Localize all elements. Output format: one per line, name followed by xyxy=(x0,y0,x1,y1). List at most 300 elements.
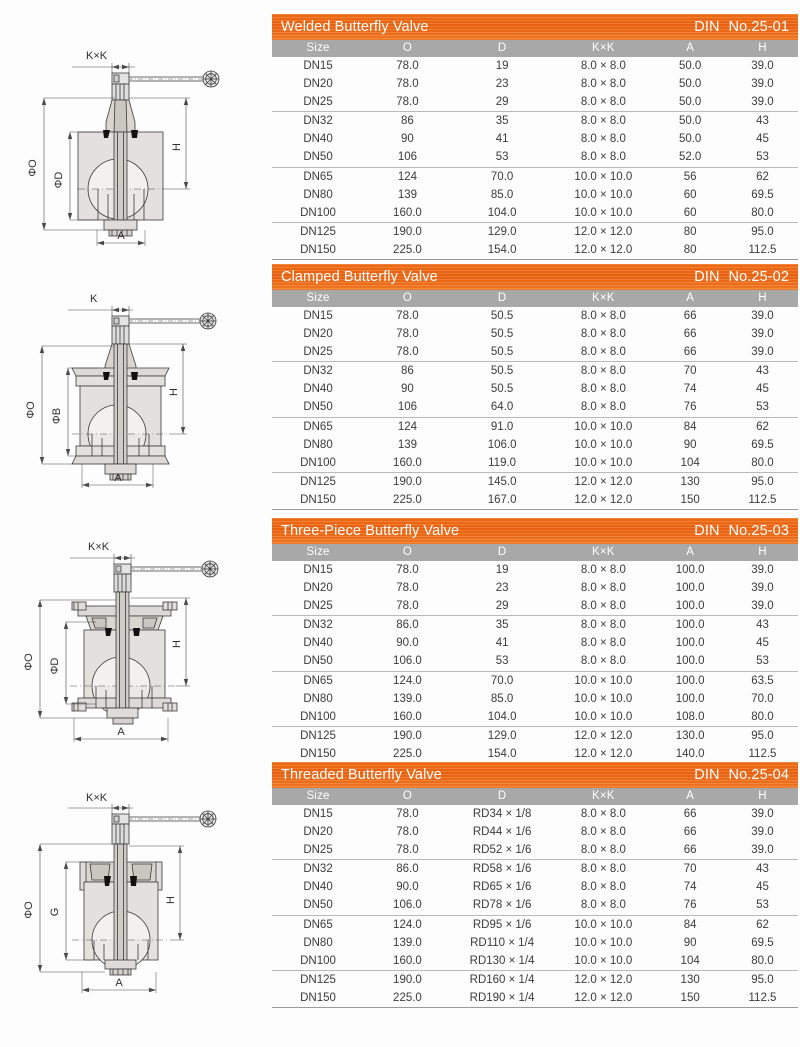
cell-o: 106.0 xyxy=(364,896,451,915)
cell-size: DN150 xyxy=(272,745,364,764)
cell-d: 29 xyxy=(451,597,554,616)
cell-a: 52.0 xyxy=(653,148,727,167)
valve-diagram-threaded xyxy=(0,792,270,1015)
col-header-size: Size xyxy=(272,788,364,805)
cell-kk: 8.0 × 8.0 xyxy=(580,365,626,378)
cell-o: 225.0 xyxy=(364,989,451,1008)
cell-h: 45 xyxy=(756,881,769,894)
cell-size: DN25 xyxy=(272,841,364,860)
cell-o: 190.0 xyxy=(393,475,422,488)
cell-a: 60 xyxy=(683,188,697,201)
cell-d: 106.0 xyxy=(487,438,517,451)
cell-a: 100.0 xyxy=(653,597,727,616)
col-header-a: A xyxy=(653,290,727,307)
cell-d: RD95 × 1/6 xyxy=(472,918,532,931)
cell-a: 100.0 xyxy=(675,692,705,705)
cell-kk: 8.0 × 8.0 xyxy=(580,115,626,128)
cell-o: 190.0 xyxy=(393,729,422,742)
cell-h: 39.0 xyxy=(751,564,774,576)
cell-size: DN125 xyxy=(300,729,336,742)
cell-a: 56 xyxy=(683,170,697,183)
cell-a: 70 xyxy=(683,863,697,876)
standard-label: DIN xyxy=(694,767,720,783)
table-row xyxy=(272,241,798,260)
cell-size: DN150 xyxy=(272,491,364,510)
cell-d: 35 xyxy=(495,115,509,128)
cell-a: 100.0 xyxy=(675,582,705,595)
cell-o: 225.0 xyxy=(364,745,451,764)
cell-h: 43 xyxy=(756,115,769,128)
code-label: No.25-04 xyxy=(728,767,789,783)
table-row xyxy=(272,745,798,764)
cell-kk: 12.0 × 12.0 xyxy=(553,491,653,510)
dimension-label-inner: G xyxy=(49,907,61,917)
cell-a: 66 xyxy=(653,841,727,860)
cell-kk: 10.0 × 10.0 xyxy=(553,204,653,223)
cell-kk: 8.0 × 8.0 xyxy=(553,652,653,671)
cell-a: 100.0 xyxy=(675,674,705,687)
cell-h: 39.0 xyxy=(751,60,774,72)
cell-size: DN15 xyxy=(303,310,333,322)
cell-a: 60 xyxy=(653,204,727,223)
cell-h: 80.0 xyxy=(727,708,798,727)
cell-size: DN50 xyxy=(272,652,364,671)
col-header-d: D xyxy=(451,544,554,561)
table-row xyxy=(272,634,798,652)
table-row xyxy=(272,398,798,417)
cell-d: RD34 × 1/8 xyxy=(472,808,532,820)
col-header-size: Size xyxy=(272,40,364,57)
table-row xyxy=(272,841,798,860)
col-header-d: D xyxy=(451,290,554,307)
col-header-h: H xyxy=(727,544,798,561)
cell-h: 53 xyxy=(727,896,798,915)
table-banner xyxy=(272,762,798,788)
cell-o: 160.0 xyxy=(364,708,451,727)
col-header-o: O xyxy=(364,788,451,805)
table-row xyxy=(272,616,798,635)
cell-kk: 10.0 × 10.0 xyxy=(574,188,633,201)
cell-d: 104.0 xyxy=(451,204,554,223)
cell-a: 100.0 xyxy=(675,619,705,632)
spec-table-welded xyxy=(272,14,798,260)
dimension-label-width: A xyxy=(117,230,125,242)
col-header-d: D xyxy=(451,40,554,57)
cell-kk: 8.0 × 8.0 xyxy=(580,328,626,341)
cell-a: 66 xyxy=(683,826,697,839)
cell-size: DN40 xyxy=(303,637,333,650)
cell-size: DN65 xyxy=(303,918,333,931)
table-row xyxy=(272,690,798,708)
cell-h: 43 xyxy=(756,365,769,378)
table-row xyxy=(272,652,798,671)
table-row xyxy=(272,380,798,398)
cell-a: 104 xyxy=(653,454,727,473)
table-row xyxy=(272,75,798,93)
cell-kk: 8.0 × 8.0 xyxy=(553,841,653,860)
cell-kk: 12.0 × 12.0 xyxy=(574,729,633,742)
table-header-row xyxy=(272,40,798,57)
cell-size: DN65 xyxy=(303,674,333,687)
drawing-threaded-butterfly-valve xyxy=(0,792,270,1015)
cell-size: DN150 xyxy=(272,241,364,260)
cell-size: DN25 xyxy=(272,93,364,112)
cell-h: 95.0 xyxy=(751,729,774,742)
table-title: Three-Piece Butterfly Valve xyxy=(281,523,460,539)
cell-a: 84 xyxy=(683,918,697,931)
cell-kk: 8.0 × 8.0 xyxy=(580,60,626,72)
cell-kk: 10.0 × 10.0 xyxy=(553,708,653,727)
cell-a: 90 xyxy=(683,438,697,451)
cell-o: 78.0 xyxy=(364,597,451,616)
cell-d: 50.5 xyxy=(490,310,514,322)
cell-h: 80.0 xyxy=(727,454,798,473)
cell-h: 53 xyxy=(727,652,798,671)
spec-table xyxy=(272,40,798,260)
cell-h: 112.5 xyxy=(727,989,798,1008)
cell-o: 78.0 xyxy=(396,582,419,595)
cell-a: 80 xyxy=(683,225,697,238)
cell-o: 225.0 xyxy=(364,491,451,510)
cell-size: DN80 xyxy=(303,936,333,949)
cell-h: 112.5 xyxy=(727,241,798,260)
cell-d: 50.5 xyxy=(490,328,514,341)
cell-a: 74 xyxy=(683,383,697,396)
dimension-label-height: H xyxy=(168,388,180,396)
table-row xyxy=(272,860,798,879)
cell-h: 39.0 xyxy=(751,310,774,322)
cell-h: 39.0 xyxy=(751,328,774,341)
table-row xyxy=(272,307,798,325)
cell-d: 64.0 xyxy=(451,398,554,417)
table-row xyxy=(272,112,798,131)
table-banner xyxy=(272,518,798,544)
cell-d: 85.0 xyxy=(490,188,514,201)
dimension-label-kk: K×K xyxy=(86,50,108,62)
cell-kk: 8.0 × 8.0 xyxy=(580,881,626,894)
cell-a: 150 xyxy=(653,989,727,1008)
cell-h: 69.5 xyxy=(751,438,774,451)
cell-size: DN50 xyxy=(272,398,364,417)
cell-d: 53 xyxy=(451,148,554,167)
col-header-d: D xyxy=(451,788,554,805)
dimension-label-outer: ΦO xyxy=(25,401,37,419)
cell-o: 90 xyxy=(401,383,414,396)
cell-size: DN100 xyxy=(272,204,364,223)
dimension-label-height: H xyxy=(171,640,183,648)
cell-a: 76 xyxy=(653,398,727,417)
cell-kk: 10.0 × 10.0 xyxy=(574,674,633,687)
cell-a: 130 xyxy=(680,475,700,488)
table-row xyxy=(272,222,798,241)
cell-a: 130 xyxy=(680,973,700,986)
cell-size: DN15 xyxy=(303,808,333,820)
cell-size: DN25 xyxy=(272,597,364,616)
dimension-label-width: A xyxy=(115,977,123,989)
cell-h: 45 xyxy=(756,383,769,396)
cell-h: 112.5 xyxy=(727,491,798,510)
cell-size: DN32 xyxy=(303,365,333,378)
table-row xyxy=(272,896,798,915)
cell-kk: 8.0 × 8.0 xyxy=(580,826,626,839)
cell-size: DN100 xyxy=(272,454,364,473)
drawing-clamped-butterfly-valve xyxy=(0,288,270,503)
drawing-three-piece-butterfly-valve xyxy=(0,540,270,758)
cell-kk: 12.0 × 12.0 xyxy=(574,475,633,488)
cell-h: 39.0 xyxy=(727,841,798,860)
dimension-label-outer: ΦO xyxy=(27,159,39,177)
table-standard-code xyxy=(694,19,789,35)
cell-d: 50.5 xyxy=(451,343,554,362)
cell-size: DN125 xyxy=(300,475,336,488)
cell-o: 90.0 xyxy=(396,637,419,650)
code-label: No.25-03 xyxy=(728,523,789,539)
cell-h: 80.0 xyxy=(727,204,798,223)
table-row xyxy=(272,57,798,75)
table-row xyxy=(272,597,798,616)
table-title: Threaded Butterfly Valve xyxy=(281,767,442,783)
cell-h: 112.5 xyxy=(727,745,798,764)
table-standard-code xyxy=(694,523,789,539)
cell-d: 154.0 xyxy=(451,745,554,764)
cell-kk: 8.0 × 8.0 xyxy=(580,310,626,322)
table-banner xyxy=(272,14,798,40)
cell-a: 50.0 xyxy=(678,133,702,146)
dimension-label-inner: ΦB xyxy=(51,407,63,425)
cell-o: 106 xyxy=(364,148,451,167)
standard-label: DIN xyxy=(694,523,720,539)
cell-a: 104 xyxy=(653,952,727,971)
cell-kk: 8.0 × 8.0 xyxy=(580,383,626,396)
table-row xyxy=(272,491,798,510)
table-row xyxy=(272,805,798,823)
cell-o: 190.0 xyxy=(393,225,422,238)
cell-d: 167.0 xyxy=(451,491,554,510)
cell-o: 139.0 xyxy=(393,936,422,949)
cell-kk: 10.0 × 10.0 xyxy=(574,918,633,931)
cell-size: DN80 xyxy=(303,188,333,201)
col-header-kk: K×K xyxy=(553,788,653,805)
table-standard-code xyxy=(694,269,789,285)
cell-d: 23 xyxy=(495,582,509,595)
cell-size: DN15 xyxy=(303,60,333,72)
cell-size: DN20 xyxy=(303,582,333,595)
cell-size: DN150 xyxy=(272,989,364,1008)
tables-column xyxy=(270,0,800,1047)
dimension-label-inner: ΦD xyxy=(53,171,65,189)
cell-size: DN25 xyxy=(272,343,364,362)
cell-o: 90.0 xyxy=(396,881,419,894)
cell-size: DN80 xyxy=(303,692,333,705)
table-row xyxy=(272,454,798,473)
cell-o: 124 xyxy=(397,170,418,183)
cell-o: 106 xyxy=(364,398,451,417)
cell-h: 53 xyxy=(727,148,798,167)
spec-table xyxy=(272,544,798,764)
cell-o: 86 xyxy=(401,365,414,378)
col-header-o: O xyxy=(364,544,451,561)
cell-d: 19 xyxy=(495,60,509,72)
cell-o: 78.0 xyxy=(396,310,419,322)
cell-d: 119.0 xyxy=(451,454,554,473)
cell-a: 108.0 xyxy=(653,708,727,727)
cell-a: 100.0 xyxy=(653,652,727,671)
cell-a: 90 xyxy=(683,936,697,949)
cell-o: 78.0 xyxy=(396,60,419,72)
valve-diagram-clamped xyxy=(0,288,270,503)
table-row xyxy=(272,472,798,491)
cell-o: 225.0 xyxy=(364,241,451,260)
spec-table xyxy=(272,788,798,1008)
cell-h: 39.0 xyxy=(751,582,774,595)
cell-a: 76 xyxy=(653,896,727,915)
table-title: Welded Butterfly Valve xyxy=(281,19,429,35)
cell-o: 78.0 xyxy=(396,564,419,576)
col-header-a: A xyxy=(653,40,727,57)
cell-kk: 10.0 × 10.0 xyxy=(574,438,633,451)
table-row xyxy=(272,93,798,112)
dimension-label-k: K xyxy=(90,293,98,305)
cell-h: 53 xyxy=(727,398,798,417)
cell-a: 130.0 xyxy=(675,729,705,742)
cell-size: DN100 xyxy=(272,952,364,971)
dimension-label-inner: ΦD xyxy=(49,657,61,675)
cell-kk: 10.0 × 10.0 xyxy=(553,454,653,473)
table-row xyxy=(272,325,798,343)
cell-o: 78.0 xyxy=(364,841,451,860)
col-header-kk: K×K xyxy=(553,290,653,307)
dimension-label-outer: ΦO xyxy=(23,653,35,671)
table-row xyxy=(272,878,798,896)
cell-h: 69.5 xyxy=(751,188,774,201)
cell-d: RD110 × 1/4 xyxy=(470,936,535,949)
cell-d: 129.0 xyxy=(487,225,517,238)
cell-a: 50.0 xyxy=(678,78,702,91)
col-header-kk: K×K xyxy=(553,544,653,561)
drawings-column xyxy=(0,0,270,1047)
cell-a: 70 xyxy=(683,365,697,378)
table-standard-code xyxy=(694,767,789,783)
cell-d: 50.5 xyxy=(490,365,514,378)
cell-size: DN20 xyxy=(303,328,333,341)
cell-a: 66 xyxy=(653,343,727,362)
cell-d: 85.0 xyxy=(490,692,514,705)
cell-a: 100.0 xyxy=(675,564,705,576)
cell-kk: 12.0 × 12.0 xyxy=(553,241,653,260)
cell-o: 86.0 xyxy=(396,863,419,876)
cell-o: 106.0 xyxy=(364,652,451,671)
cell-kk: 8.0 × 8.0 xyxy=(553,93,653,112)
cell-kk: 10.0 × 10.0 xyxy=(574,692,633,705)
cell-h: 62 xyxy=(756,420,769,433)
cell-h: 43 xyxy=(756,619,769,632)
cell-kk: 8.0 × 8.0 xyxy=(553,343,653,362)
cell-h: 39.0 xyxy=(751,78,774,91)
cell-o: 160.0 xyxy=(364,952,451,971)
cell-kk: 12.0 × 12.0 xyxy=(553,989,653,1008)
cell-o: 190.0 xyxy=(393,973,422,986)
cell-d: 41 xyxy=(495,133,509,146)
cell-o: 160.0 xyxy=(364,454,451,473)
table-row xyxy=(272,204,798,223)
table-row xyxy=(272,726,798,745)
cell-d: 104.0 xyxy=(451,708,554,727)
spec-table-threaded xyxy=(272,762,798,1008)
cell-size: DN32 xyxy=(303,115,333,128)
table-row xyxy=(272,970,798,989)
cell-a: 50.0 xyxy=(678,115,702,128)
cell-o: 139 xyxy=(397,188,418,201)
cell-h: 39.0 xyxy=(751,808,774,820)
cell-a: 50.0 xyxy=(678,60,702,72)
col-header-h: H xyxy=(727,290,798,307)
table-row xyxy=(272,343,798,362)
col-header-size: Size xyxy=(272,544,364,561)
standard-label: DIN xyxy=(694,19,720,35)
cell-h: 70.0 xyxy=(751,692,774,705)
cell-size: DN50 xyxy=(272,896,364,915)
cell-a: 84 xyxy=(683,420,697,433)
cell-h: 45 xyxy=(756,637,769,650)
table-row xyxy=(272,167,798,186)
cell-o: 78.0 xyxy=(396,328,419,341)
cell-d: 70.0 xyxy=(490,674,514,687)
cell-kk: 8.0 × 8.0 xyxy=(580,863,626,876)
cell-o: 78.0 xyxy=(396,78,419,91)
cell-size: DN40 xyxy=(303,881,333,894)
col-header-size: Size xyxy=(272,290,364,307)
table-row xyxy=(272,934,798,952)
dimension-label-kk: K×K xyxy=(88,541,110,553)
cell-size: DN20 xyxy=(303,78,333,91)
table-row xyxy=(272,561,798,579)
valve-diagram-three-piece xyxy=(0,540,270,758)
cell-o: 124.0 xyxy=(393,918,422,931)
cell-kk: 8.0 × 8.0 xyxy=(580,78,626,91)
cell-size: DN15 xyxy=(303,564,333,576)
cell-a: 66 xyxy=(683,328,697,341)
cell-o: 139.0 xyxy=(393,692,422,705)
cell-size: DN40 xyxy=(303,133,333,146)
table-row xyxy=(272,579,798,597)
col-header-h: H xyxy=(727,788,798,805)
cell-kk: 8.0 × 8.0 xyxy=(553,148,653,167)
cell-o: 124 xyxy=(397,420,418,433)
cell-d: 129.0 xyxy=(487,729,517,742)
table-row xyxy=(272,989,798,1008)
cell-d: RD78 × 1/6 xyxy=(451,896,554,915)
cell-h: 39.0 xyxy=(727,93,798,112)
cell-kk: 10.0 × 10.0 xyxy=(553,952,653,971)
table-row xyxy=(272,148,798,167)
table-row xyxy=(272,952,798,971)
cell-size: DN50 xyxy=(272,148,364,167)
cell-kk: 8.0 × 8.0 xyxy=(580,637,626,650)
cell-h: 39.0 xyxy=(751,826,774,839)
cell-h: 95.0 xyxy=(751,225,774,238)
col-header-o: O xyxy=(364,290,451,307)
table-header-row xyxy=(272,290,798,307)
cell-o: 78.0 xyxy=(364,93,451,112)
cell-d: RD190 × 1/4 xyxy=(451,989,554,1008)
cell-a: 100.0 xyxy=(675,637,705,650)
cell-o: 78.0 xyxy=(396,808,419,820)
cell-h: 69.5 xyxy=(751,936,774,949)
table-row xyxy=(272,436,798,454)
cell-d: 154.0 xyxy=(451,241,554,260)
cell-a: 80 xyxy=(653,241,727,260)
cell-a: 66 xyxy=(683,310,697,322)
